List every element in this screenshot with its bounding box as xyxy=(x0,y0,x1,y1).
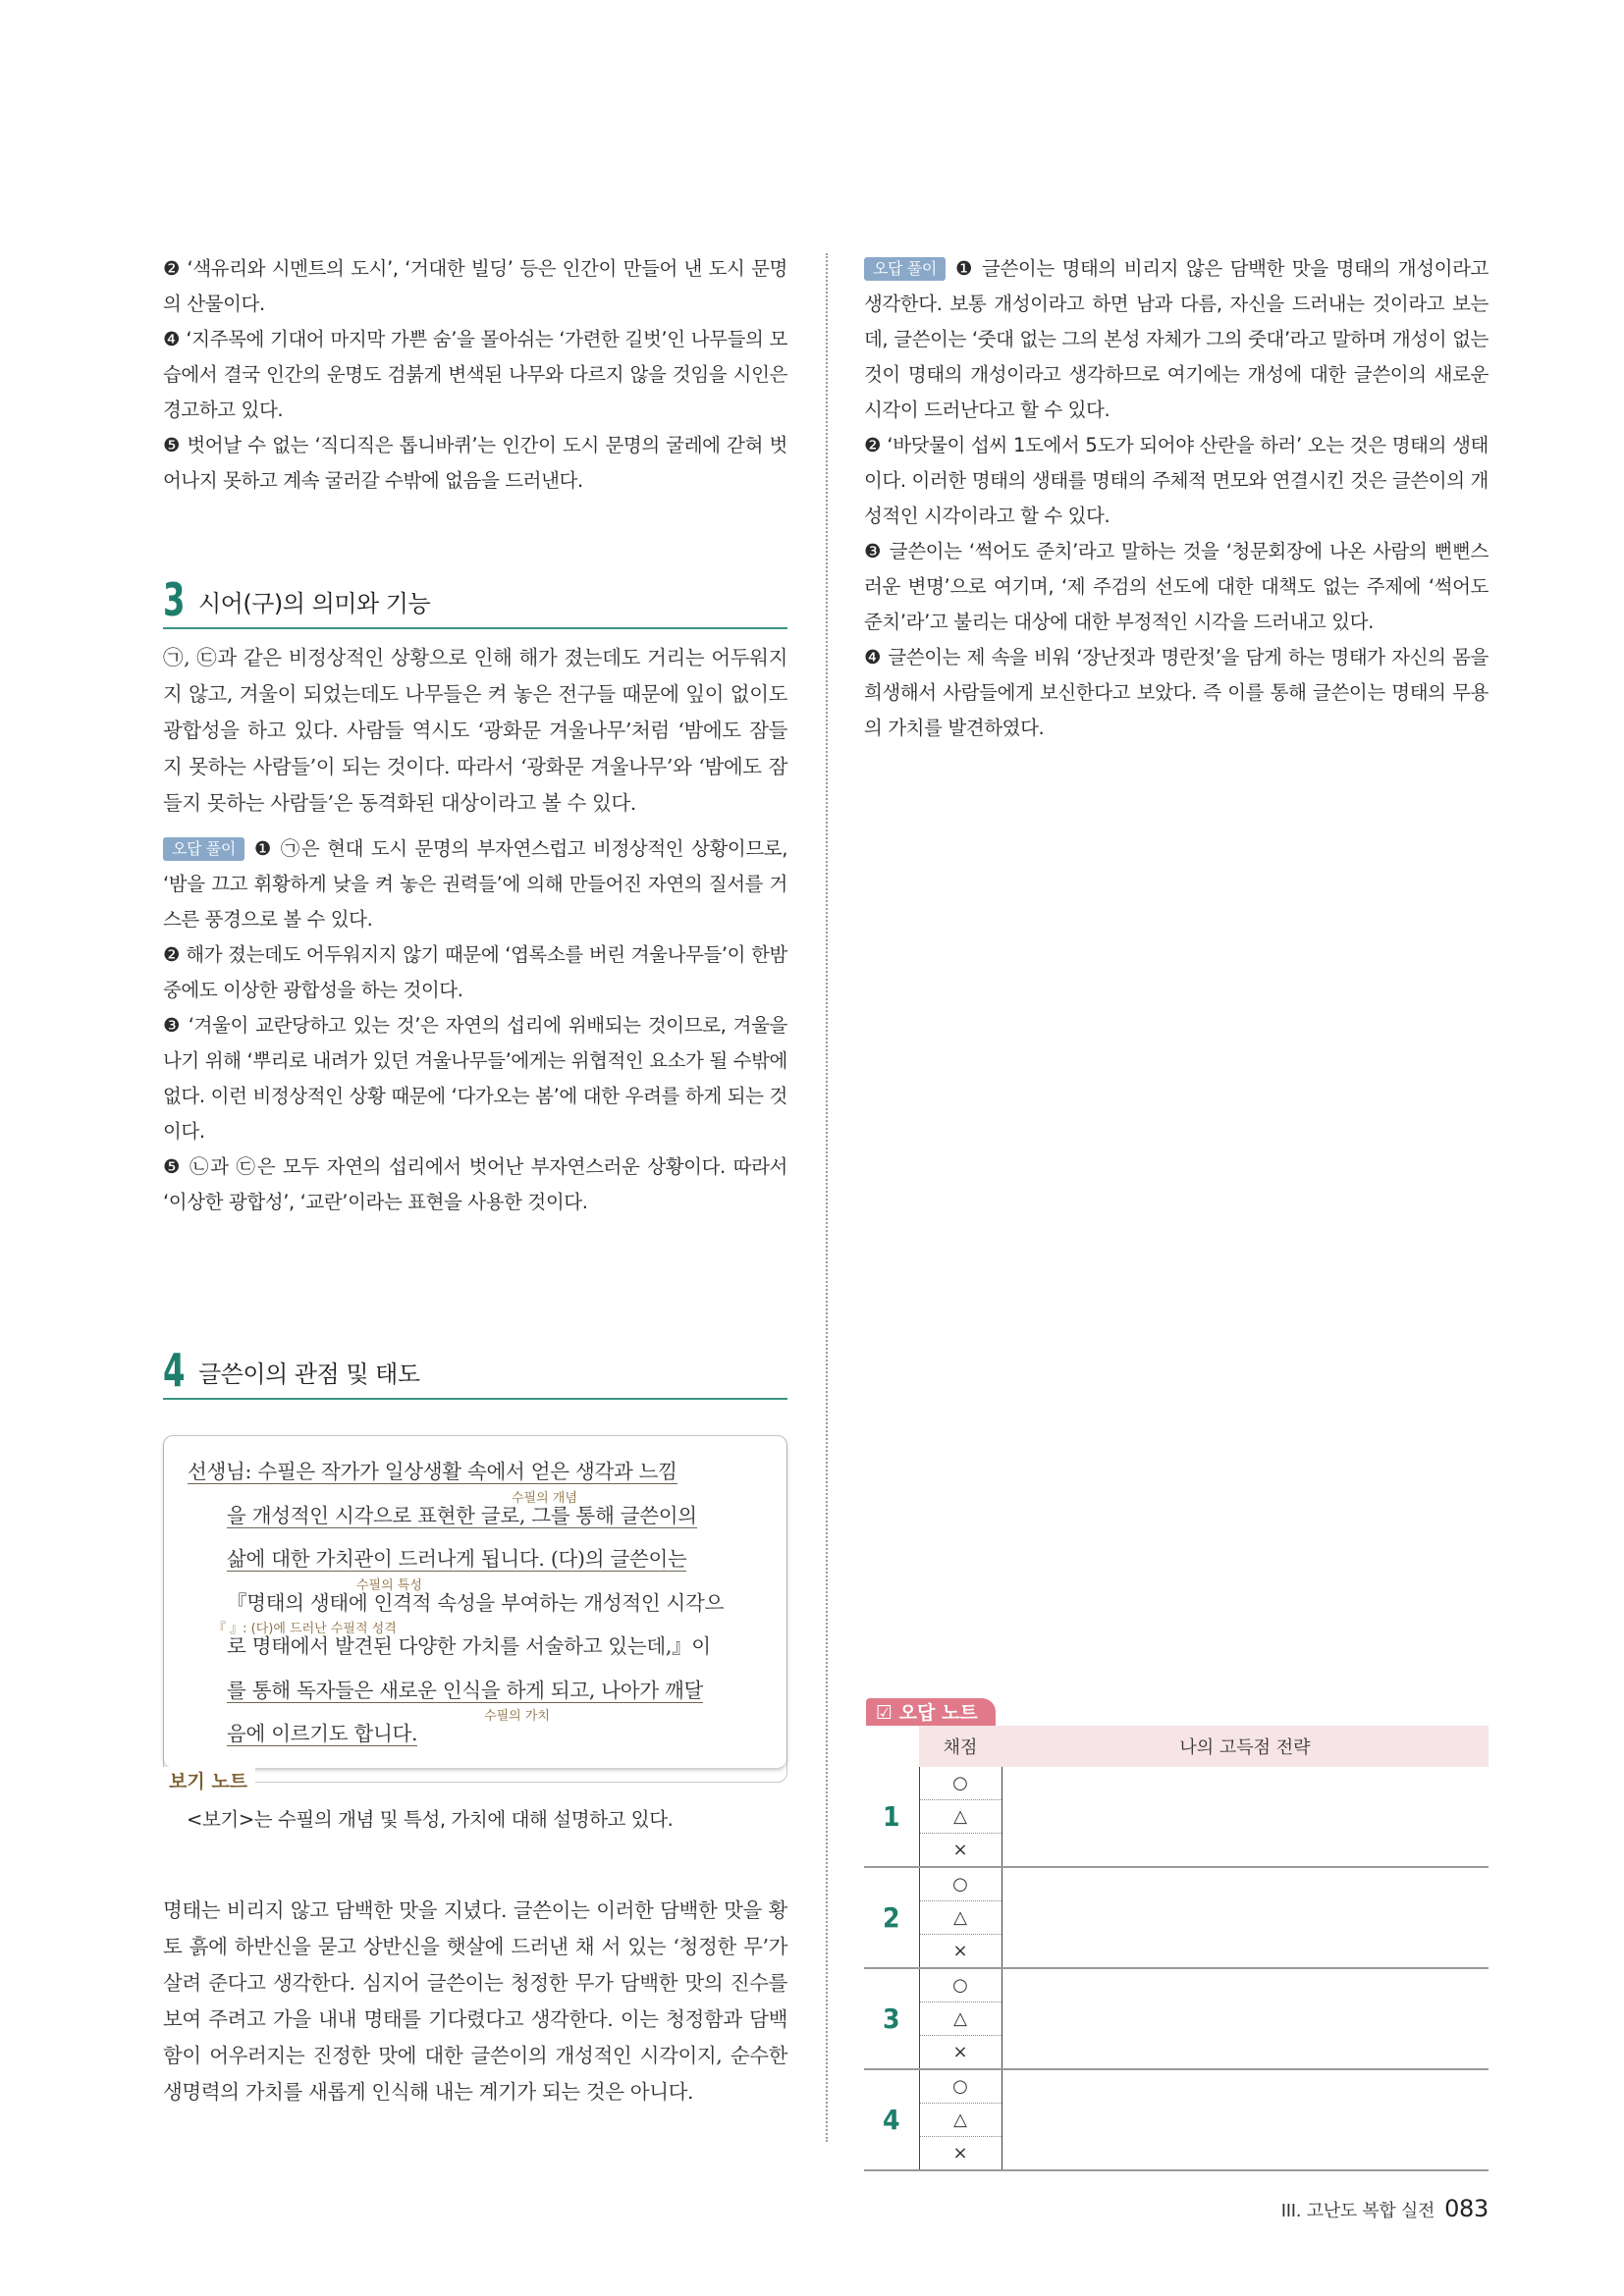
teacher-box xyxy=(164,1436,786,1768)
grade-checkbox[interactable]: △ xyxy=(919,2002,1001,2036)
section-4-body xyxy=(163,1893,787,2110)
page-footer xyxy=(1281,2195,1489,2222)
wrong-answer-3: ❸ ‘겨울이 교란당하고 있는 것’은 자연의 섭리에 위배되는 것이므로, 겨울을 나기 위해 ‘뿌리로 내려가 있던 겨울나무들’에게는 위협적인 요소가 될 수밖에 없다. 이런 비정상적인 상황 때문에 ‘다가오는 봄’에 대한 우려를 하게 되는 것이다. xyxy=(163,1014,787,1143)
strategy-cell[interactable] xyxy=(1001,1767,1489,1867)
grade-checkbox[interactable]: × xyxy=(919,2137,1001,2171)
teacher-line-7: 음에 이르기도 합니다. xyxy=(227,1722,418,1745)
wrong-answer-badge: 오답 풀이 xyxy=(864,257,946,281)
note-row-number: 2 xyxy=(864,1867,919,1968)
section-title: 시어(구)의 의미와 기능 xyxy=(198,590,431,617)
section-4-explanation: 명태는 비리지 않고 담백한 맛을 지녔다. 글쓴이는 이러한 담백한 맛을 황토 흙에 하반신을 묻고 상반신을 햇살에 드러낸 채 서 있는 ‘청정한 무’가 살려 준다고 생각한다. 심지어 글쓴이는 청정한 무가 담백한 맛의 진수를 보여 주려고 가을 내내 명태를 기다렸다고 생각한다. 이는 청정함과 담백함이 어우러지는 진정한 맛에 대한 글쓴이의 개성적인 시각이지, 순수한 생명력의 가치를 새롭게 인식해 내는 계기가 되는 것은 아니다. xyxy=(163,1898,787,2104)
strategy-cell[interactable] xyxy=(1001,1968,1489,2069)
wrong-answer-5: ❺ ㉡과 ㉢은 모두 자연의 섭리에서 벗어난 부자연스러운 상황이다. 따라서 ‘이상한 광합성’, ‘교란’이라는 표현을 사용한 것이다. xyxy=(163,1155,787,1213)
section-title: 글쓴이의 관점 및 태도 xyxy=(198,1361,420,1388)
teacher-line-5: 로 명태에서 발견된 다양한 가치를 서술하고 있는데,』이 xyxy=(227,1634,711,1658)
answer-explanation-2: ❷ ‘색유리와 시멘트의 도시’, ‘거대한 빌딩’ 등은 인간이 만들어 낸 도시 문명의 산물이다. xyxy=(163,257,787,315)
left-column-top xyxy=(163,251,787,499)
section-3-header xyxy=(163,572,787,629)
strategy-cell[interactable] xyxy=(1001,2069,1489,2170)
column-divider xyxy=(826,253,828,2142)
section-number: 4 xyxy=(163,1344,186,1397)
grade-checkbox[interactable]: ○ xyxy=(919,2069,1001,2104)
annotation-nature: 『 』: (다)에 드러난 수필적 성격 xyxy=(213,1622,397,1636)
bogi-note-label: 보기 노트 xyxy=(159,1767,255,1793)
wrong-answer-2: ❷ 해가 졌는데도 어두워지지 않기 때문에 ‘엽록소를 버린 겨울나무들’이 한밤중에도 이상한 광합성을 하는 것이다. xyxy=(163,943,787,1001)
right-wrong-answer-3: ❸ 글쓴이는 ‘썩어도 준치’라고 말하는 것을 ‘청문회장에 나온 사람의 뻔뻔스러운 변명’으로 여기며, ‘제 주검의 선도에 대한 대책도 없는 주제에 ‘썩어도 준치’라’고 불리는 대상에 대한 부정적인 시각을 드러내고 있다. xyxy=(864,540,1489,633)
bogi-box xyxy=(163,1435,787,1783)
grade-checkbox[interactable]: ○ xyxy=(919,1867,1001,1901)
teacher-line-4: 『명태의 생태에 인격적 속성을 부여하는 개성적인 시각으 xyxy=(227,1590,725,1615)
grade-checkbox[interactable]: △ xyxy=(919,1901,1001,1935)
section-number: 3 xyxy=(163,573,186,626)
teacher-line-2: 을 개성적인 시각으로 표현한 글로, 그를 통해 글쓴이의 xyxy=(227,1503,697,1527)
teacher-line-3: 삶에 대한 가치관이 드러나게 됩니다. (다)의 글쓴이는 xyxy=(227,1547,687,1571)
note-row-number: 3 xyxy=(864,1968,919,2069)
wrong-answer-note-title: ☑ 오답 노트 xyxy=(866,1698,996,1728)
right-wrong-answer-4: ❹ 글쓴이는 제 속을 비워 ‘장난젓과 명란젓’을 담게 하는 명태가 자신의 몸을 희생해서 사람들에게 보신한다고 보았다. 즉 이를 통해 글쓴이는 명태의 무용의 가치를 발견하였다. xyxy=(864,646,1489,739)
teacher-line-6: 를 통해 독자들은 새로운 인식을 하게 되고, 나아가 깨달 xyxy=(227,1678,704,1702)
annotation-feature: 수필의 특성 xyxy=(356,1578,422,1593)
bogi-note-text: <보기>는 수필의 개념 및 특성, 가치에 대해 설명하고 있다. xyxy=(187,1808,674,1831)
wrong-answer-1: 오답 풀이 ❶ ㉠은 현대 도시 문명의 부자연스럽고 비정상적인 상황이므로, ‘밤을 끄고 휘황하게 낮을 켜 놓은 권력들’에 의해 만들어진 자연의 질서를 거스른 풍경으로 볼 수 있다. xyxy=(163,837,787,931)
page-number: 083 xyxy=(1444,2195,1489,2222)
grade-checkbox[interactable]: ○ xyxy=(919,1767,1001,1800)
annotation-value: 수필의 가치 xyxy=(484,1709,550,1724)
note-row-number: 4 xyxy=(864,2069,919,2170)
grade-checkbox[interactable]: × xyxy=(919,1834,1001,1868)
annotation-concept: 수필의 개념 xyxy=(512,1491,577,1506)
grade-checkbox[interactable]: △ xyxy=(919,2104,1001,2137)
footer-section: III. 고난도 복합 실전 xyxy=(1280,2201,1435,2221)
grade-checkbox[interactable]: × xyxy=(919,1935,1001,1969)
answer-explanation-4: ❹ ‘지주목에 기대어 마지막 가쁜 숨’을 몰아쉬는 ‘가련한 길벗’인 나무들의 모습에서 결국 인간의 운명도 검붉게 변색된 나무와 다르지 않을 것임을 시인은 경고하고 있다. xyxy=(163,328,787,421)
grade-checkbox[interactable]: ○ xyxy=(919,1968,1001,2002)
right-column xyxy=(864,251,1489,746)
note-row-number: 1 xyxy=(864,1767,919,1867)
strategy-cell[interactable] xyxy=(1001,1867,1489,1968)
section-3-explanation: ㉠, ㉢과 같은 비정상적인 상황으로 인해 해가 졌는데도 거리는 어두워지지 않고, 겨울이 되었는데도 나무들은 켜 놓은 전구들 때문에 잎이 없이도 광합성을 하고 있다. 사람들 역시도 ‘광화문 겨울나무’처럼 ‘밤에도 잠들지 못하는 사람들’이 되는 것이다. 따라서 ‘광화문 겨울나무’와 ‘밤에도 잠들지 못하는 사람들’은 동격화된 대상이라고 볼 수 있다. xyxy=(163,646,787,815)
wrong-answer-badge: 오답 풀이 xyxy=(163,837,244,861)
wrong-answer-note-table xyxy=(864,1726,1489,2171)
right-wrong-answer-2: ❷ ‘바닷물이 섭씨 1도에서 5도가 되어야 산란을 하러’ 오는 것은 명태의 생태이다. 이러한 명태의 생태를 명태의 주체적 면모와 연결시킨 것은 글쓴이의 개성적인 시각이라고 할 수 있다. xyxy=(864,434,1489,527)
section-3-body xyxy=(163,640,787,1220)
answer-explanation-5: ❺ 벗어날 수 없는 ‘직디직은 톱니바퀴’는 인간이 도시 문명의 굴레에 갇혀 벗어나지 못하고 계속 굴러갈 수밖에 없음을 드러낸다. xyxy=(163,434,787,492)
section-4-header xyxy=(163,1343,787,1400)
empty-header xyxy=(864,1726,919,1767)
teacher-quote xyxy=(188,1450,767,1756)
right-wrong-answer-1: 오답 풀이 ❶ 글쓴이는 명태의 비리지 않은 담백한 맛을 명태의 개성이라고 생각한다. 보통 개성이라고 하면 남과 다름, 자신을 드러내는 것이라고 보는데, 글쓴이는 ‘줏대 없는 그의 본성 자체가 그의 줏대’라고 말하며 개성이 없는 것이 명태의 개성이라고 생각하므로 여기에는 개성에 대한 글쓴이의 새로운 시각이 드러난다고 할 수 있다. xyxy=(864,257,1489,421)
grade-checkbox[interactable]: △ xyxy=(919,1800,1001,1834)
teacher-line-1: 선생님: 수필은 작가가 일상생활 속에서 얻은 생각과 느낌 xyxy=(188,1460,677,1483)
grade-checkbox[interactable]: × xyxy=(919,2036,1001,2070)
grade-header: 채점 xyxy=(919,1726,1001,1767)
strategy-header: 나의 고득점 전략 xyxy=(1001,1726,1489,1767)
